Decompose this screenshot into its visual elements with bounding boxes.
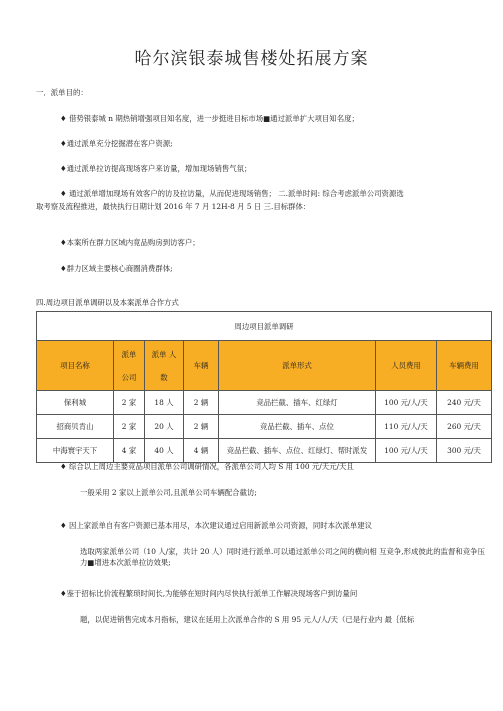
header-project-name: 项目名称 xyxy=(37,341,114,391)
header-people-line1: 派单 人 xyxy=(151,349,177,359)
header-vehicle: 车辆 xyxy=(184,341,219,391)
cell-vehicle-fee: 240 元/天 xyxy=(437,391,492,415)
cell-vehicle-fee: 300 元/天 xyxy=(437,439,492,463)
cell-company: 4 家 xyxy=(114,439,145,463)
cell-people: 18 人 xyxy=(145,391,184,415)
purpose-bullet-4-line2: 取考察及流程推进，最快执行日期计划 2016 年 7 月 12H-8 月 5 日 三.目标群体： xyxy=(36,202,311,211)
section-1-heading: 一．派单目的： xyxy=(36,88,88,97)
header-people-line2: 数 xyxy=(160,372,168,382)
cell-form: 竞品拦截、插车、点位、红绿灯、帮时派发 xyxy=(219,439,376,463)
document-title: 哈尔滨银泰城售楼处拓展方案 xyxy=(134,49,369,69)
header-people xyxy=(145,341,184,391)
conclusion-bullet-2: ♦ 因上家派单自有客户资源已基本用尽，本次建议通过启用新派单公司资源，同时本次派单建议 xyxy=(60,521,372,530)
cell-vehicle: 2 辆 xyxy=(184,391,219,415)
cell-name: 保利城 xyxy=(37,391,114,415)
conclusion-bullet-3-cont: 题，以促进销售完成本月指标，建议在延用上次派单合作的 S 用 95 元人/人/天（已是行业内 最｛低标 xyxy=(80,615,415,624)
table-row xyxy=(37,415,492,439)
purpose-bullet-4-line1: ♦ 通过派单增加现场有效客户的访及拉访量，从而促进现场销售； 二.派单时间: 综合考虑派单公司资源选 xyxy=(60,189,404,198)
table-caption: 周边项目派单调研 xyxy=(37,312,492,341)
header-company-line2: 公司 xyxy=(121,372,137,382)
cell-staff-fee: 110 元/人/天 xyxy=(376,415,437,439)
purpose-bullet-1: ♦ 借势银泰城 n 期热销增强项目知名度，进一步挺进目标市场■通过派单扩大项目知名度； xyxy=(60,114,359,123)
cell-vehicle-fee: 260 元/天 xyxy=(437,415,492,439)
conclusion-bullet-1-cont: 一般采用 2 家以上派单公司,且派单公司车辆配合截访; xyxy=(80,488,257,497)
target-bullet-1: ♦本案所在群力区域内竟品购房到访客户； xyxy=(60,238,200,247)
cell-people: 20 人 xyxy=(145,415,184,439)
cell-form: 竞品拦截、插车、红绿灯 xyxy=(219,391,376,415)
purpose-bullet-3: ♦通过派单拉访提高现场客户来访量，增加现场销售气氛； xyxy=(60,164,252,173)
conclusion-bullet-1: ♦ 综合以上周边主要竞品项目派单公司调研情况，各派单公司人均 S 用 100 元/天元/天且 xyxy=(60,462,354,471)
cell-company: 2 家 xyxy=(114,415,145,439)
cell-vehicle: 2 辆 xyxy=(184,415,219,439)
header-form: 派单形式 xyxy=(219,341,376,391)
conclusion-bullet-2-cont: 选取两家派单公司（10 人/家，共计 20 人）同时进行派单.可以通过派单公司之间的横向相 互竞争,形成彼此的监督和竞争压力■增进本次派单拉访效果; xyxy=(80,547,485,567)
header-vehicle-fee: 车辆费用 xyxy=(437,341,492,391)
header-staff-fee: 人员费用 xyxy=(376,341,437,391)
survey-table xyxy=(36,311,492,463)
cell-vehicle: 4 辆 xyxy=(184,439,219,463)
cell-people: 40 人 xyxy=(145,439,184,463)
conclusion-bullet-3: ♦鉴于招标比价流程繁琐时间长,为能够在短时间内尽快执行派单工作解决现场客户到访量问 xyxy=(60,589,358,598)
section-4-heading: 四.周边项目派单调研以及本案派单合作方式 xyxy=(36,298,179,307)
cell-name: 中海寰宇天下 xyxy=(37,439,114,463)
target-bullet-2: ♦群力区域主要核心商圈消费群体; xyxy=(60,264,173,273)
table-row xyxy=(37,439,492,463)
cell-staff-fee: 100 元/人/天 xyxy=(376,439,437,463)
cell-staff-fee: 100 元/人/天 xyxy=(376,391,437,415)
cell-name: 招商贝肯山 xyxy=(37,415,114,439)
cell-form: 竞品拦截、插车、点位 xyxy=(219,415,376,439)
table-row xyxy=(37,391,492,415)
header-company xyxy=(114,341,145,391)
purpose-bullet-2: ♦通过派单充分挖掘潜在客户资源; xyxy=(60,139,173,148)
header-company-line1: 派单 xyxy=(121,349,137,359)
cell-company: 2 家 xyxy=(114,391,145,415)
